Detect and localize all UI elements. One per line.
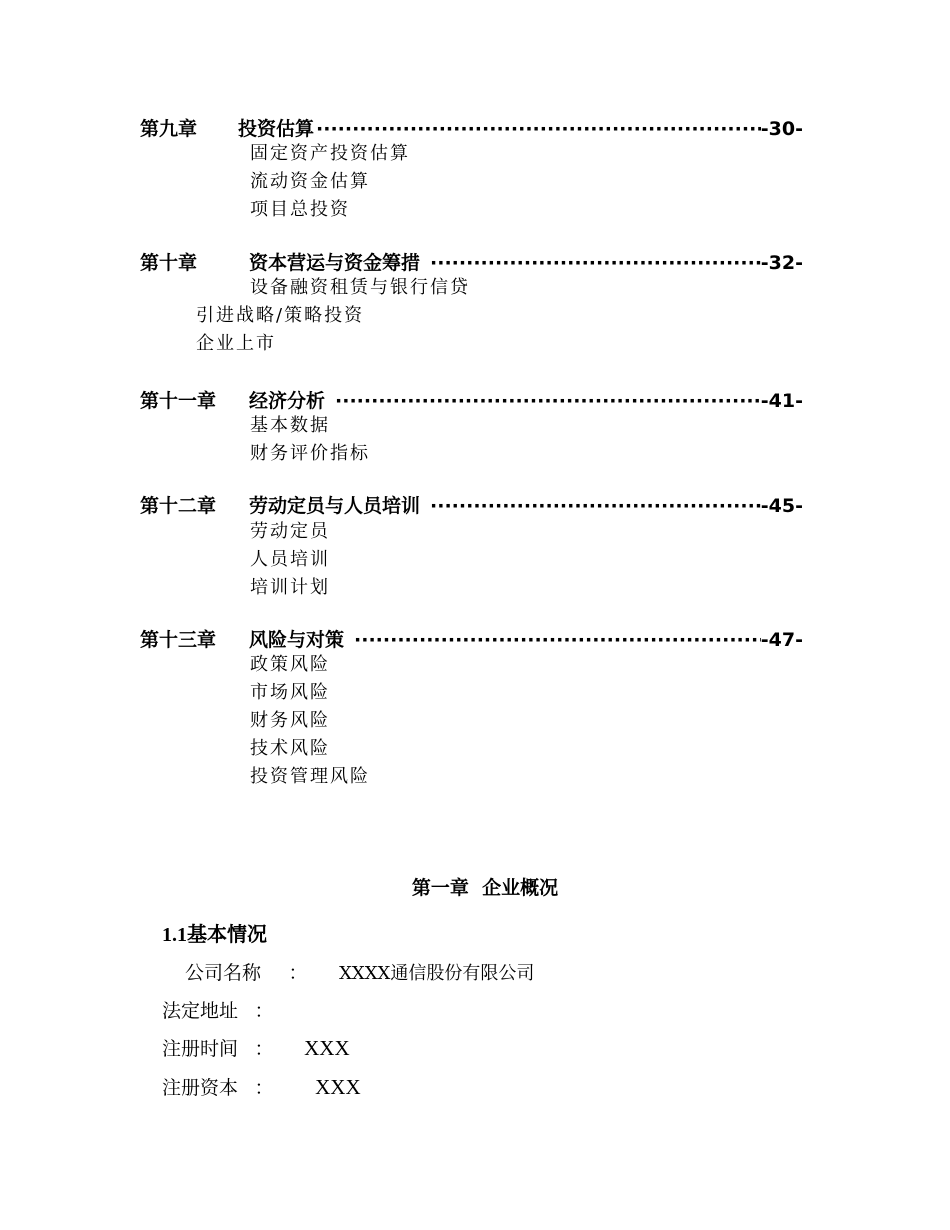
- info-value: XXXX通信股份有限公司: [339, 963, 535, 984]
- chapter-heading: 第一章 企业概况: [411, 877, 559, 899]
- toc-page-number: -30-: [760, 118, 803, 140]
- toc-entry-ch11[interactable]: [140, 386, 803, 414]
- toc-entry-ch12[interactable]: [140, 491, 803, 519]
- toc-subitem: 培训计划: [250, 577, 330, 598]
- toc-subitem: 财务评价指标: [250, 443, 370, 464]
- toc-entry-ch13[interactable]: [140, 625, 803, 653]
- toc-leader-dots: [316, 118, 761, 140]
- toc-subitem: 劳动定员: [250, 521, 330, 542]
- info-value: XXX: [315, 1075, 361, 1099]
- info-separator: ：: [254, 1077, 274, 1099]
- toc-subitem: 项目总投资: [250, 199, 350, 220]
- toc-subitem: 企业上市: [196, 333, 276, 354]
- info-separator: ：: [288, 962, 308, 984]
- info-row-registered-capital: [162, 1073, 361, 1100]
- toc-leader-dots: [354, 629, 761, 651]
- section-heading: 1.1基本情况: [162, 924, 267, 946]
- toc-leader-dots: [335, 390, 761, 412]
- toc-chapter-number: 第十三章: [140, 629, 217, 651]
- toc-chapter-title: 经济分析: [249, 390, 326, 412]
- info-label: 法定地址: [162, 1000, 239, 1022]
- toc-chapter-title: 风险与对策: [249, 629, 345, 651]
- toc-subitem: 设备融资租赁与银行信贷: [250, 277, 470, 298]
- info-label: 注册资本: [162, 1077, 239, 1099]
- toc-chapter-number: 第九章: [140, 118, 198, 140]
- toc-leader-dots: [430, 495, 761, 517]
- toc-subitem: 投资管理风险: [250, 766, 370, 787]
- toc-page-number: -41-: [760, 390, 803, 412]
- toc-chapter-title: 投资估算: [238, 118, 315, 140]
- toc-subitem: 政策风险: [250, 654, 330, 675]
- toc-page-number: -32-: [760, 252, 803, 274]
- info-row-company-name: [185, 958, 534, 985]
- info-row-legal-address: [162, 996, 284, 1023]
- toc-chapter-title: 资本营运与资金筹措: [249, 252, 421, 274]
- info-separator: ：: [254, 1038, 274, 1060]
- info-row-registration-time: [162, 1034, 350, 1061]
- info-value: XXX: [304, 1036, 350, 1060]
- info-label: 注册时间: [162, 1038, 239, 1060]
- toc-leader-dots: [430, 252, 761, 274]
- toc-page-number: -47-: [760, 629, 803, 651]
- toc-subitem: 技术风险: [250, 738, 330, 759]
- toc-chapter-number: 第十章: [140, 252, 198, 274]
- info-separator: ：: [254, 1000, 274, 1022]
- toc-entry-ch9[interactable]: [140, 114, 803, 142]
- toc-chapter-number: 第十二章: [140, 495, 217, 517]
- toc-chapter-number: 第十一章: [140, 390, 217, 412]
- toc-subitem: 人员培训: [250, 549, 330, 570]
- toc-entry-ch10[interactable]: [140, 248, 803, 276]
- toc-page-number: -45-: [760, 495, 803, 517]
- toc-subitem: 流动资金估算: [250, 171, 370, 192]
- toc-chapter-title: 劳动定员与人员培训: [249, 495, 421, 517]
- toc-subitem: 基本数据: [250, 415, 330, 436]
- info-label: 公司名称: [185, 962, 262, 984]
- toc-subitem: 市场风险: [250, 682, 330, 703]
- toc-subitem: 固定资产投资估算: [250, 143, 410, 164]
- toc-subitem: 财务风险: [250, 710, 330, 731]
- toc-subitem: 引进战略/策略投资: [196, 305, 365, 326]
